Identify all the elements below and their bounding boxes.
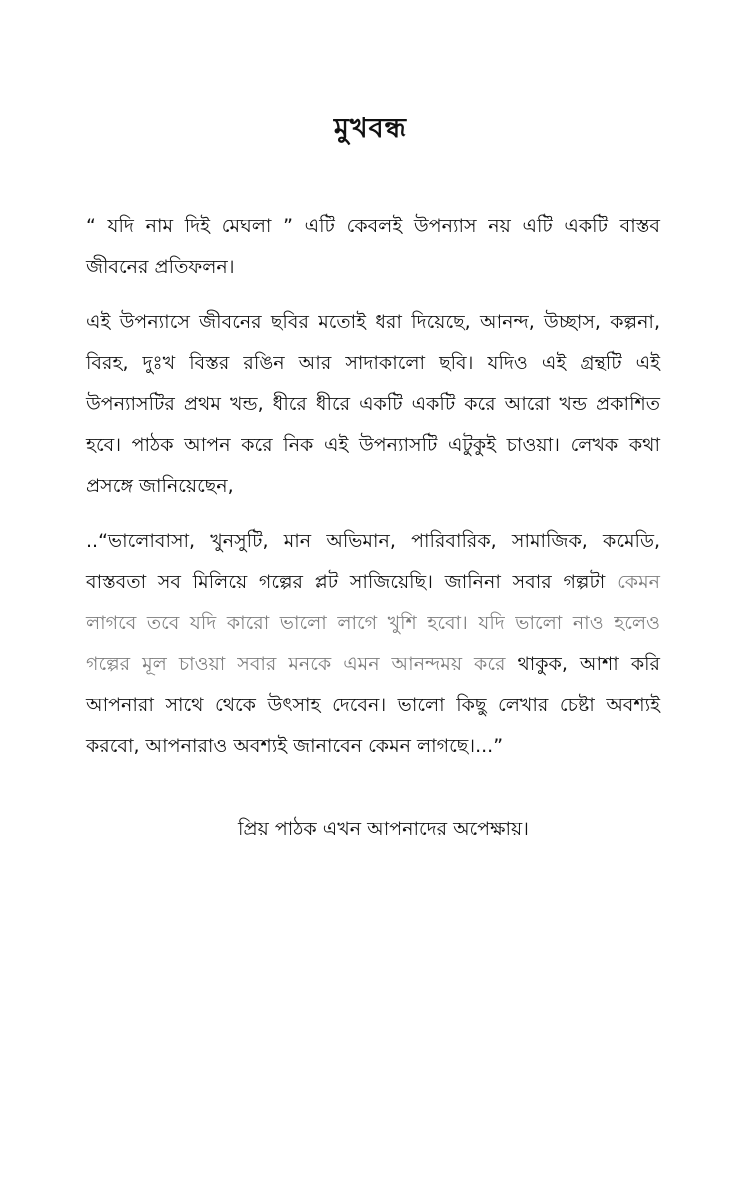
- quote-text-end: থাকুক, আশা করি আপনারা সাথে থেকে উৎসাহ দেবেন। ভালো কিছু লেখার চেষ্টা অবশ্যই করবো, আপনারাও অবশ্যই জানাবেন কেমন লাগছে।...”: [86, 653, 660, 757]
- paragraph-intro: “ যদি নাম দিই মেঘলা ” এটি কেবলই উপন্যাস নয় এটি একটি বাস্তব জীবনের প্রতিফলন।: [86, 215, 660, 278]
- paragraph-description: এই উপন্যাসে জীবনের ছবির মতোই ধরা দিয়েছে, আনন্দ, উচ্ছাস, কল্পনা, বিরহ, দুঃখ বিস্তর রঙিন আর সাদাকালো ছবি। যদিও এই গ্রন্থটি এই উপন্যাসটির প্রথম খন্ড, ধীরে ধীরে একটি একটি করে আরো খন্ড প্রকাশিত হবে। পাঠক আপন করে নিক এই উপন্যাসটি এটুকুই চাওয়া। লেখক কথা প্রসঙ্গে জানিয়েছেন,: [86, 311, 660, 497]
- quote-text-start: ..“ভালোবাসা, খুনসুটি, মান অভিমান, পারিবারিক, সামাজিক, কমেডি, বাস্তবতা সব মিলিয়ে গল্পের প্লট সাজিয়েছি। জানিনা সবার গল্পটা: [86, 530, 660, 593]
- closing-line: প্রিয় পাঠক এখন আপনাদের অপেক্ষায়।: [238, 818, 529, 840]
- quote-text-faded: কেমন লাগবে তবে যদি কারো ভালো লাগে খুশি হবো। যদি ভালো নাও হলেও গল্পের মূল চাওয়া সবার মনকে এমন আনন্দময় করে: [86, 571, 660, 675]
- paragraph-author-quote: [86, 521, 660, 767]
- preface-body: [86, 206, 660, 781]
- page-title: মুখবন্ধ: [333, 113, 408, 144]
